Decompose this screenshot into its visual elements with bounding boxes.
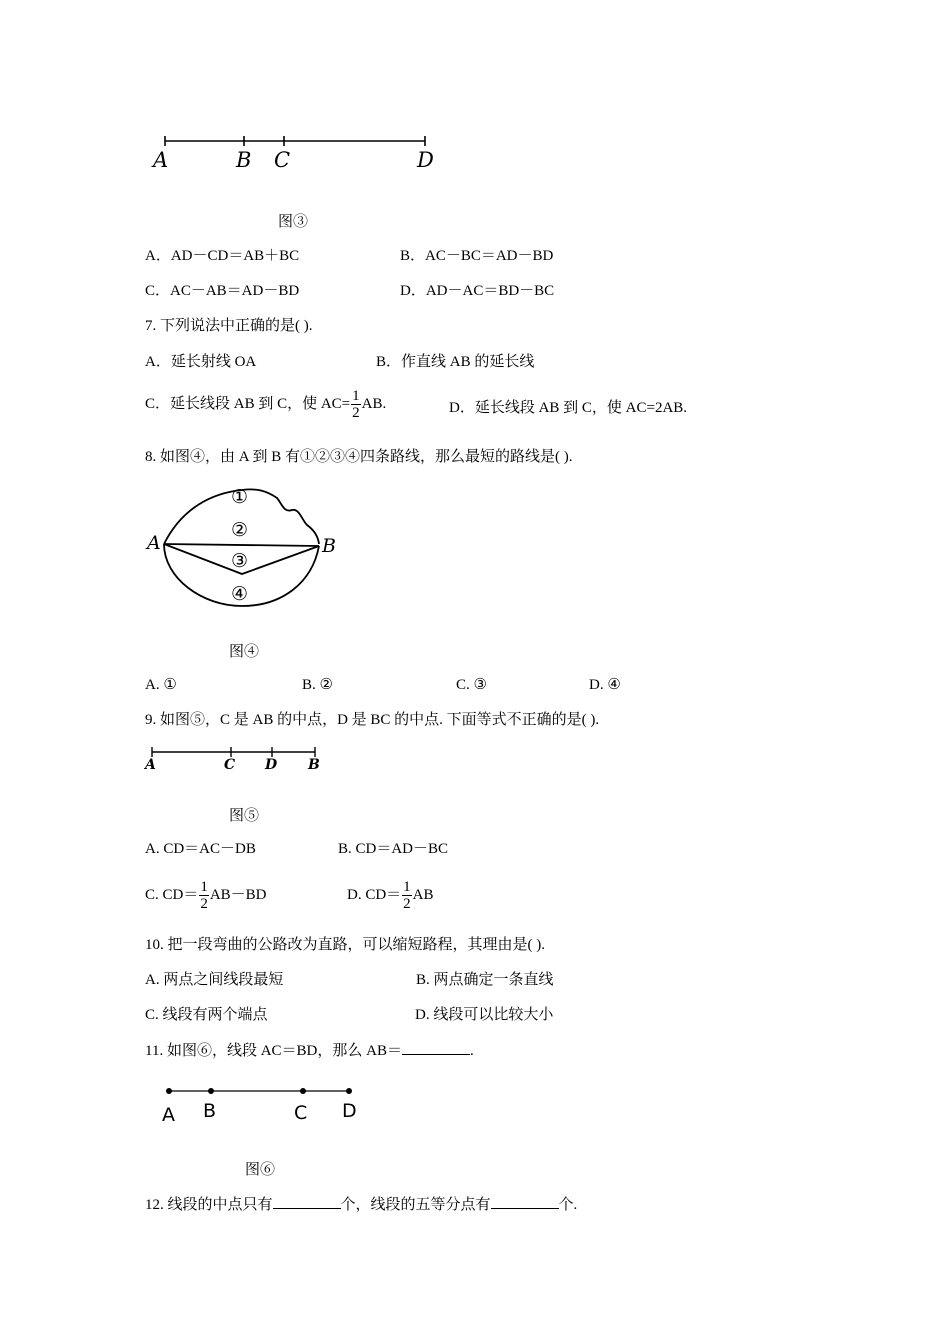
q8-option-c: C. ③ [456,677,487,693]
fraction-numerator: 1 [352,388,360,405]
label-point-a: A [145,757,156,773]
q8-option-d: D. ④ [589,677,621,693]
q7-option-c-text: C．延长线段 AB 到 C，使 AC= [145,396,351,412]
q12-stem-text: 12. 线段的中点只有 [145,1197,273,1213]
fraction-numerator: 1 [403,879,411,896]
q7-option-c-tail: AB. [361,396,387,412]
label-point-a: A [162,1104,175,1126]
q9-option-d-text: D. CD＝ [347,887,402,903]
point-a-dot [166,1088,172,1094]
fraction-one-half [351,388,361,421]
label-point-b: B [322,535,336,557]
q10-option-d: D. 线段可以比较大小 [415,1007,554,1023]
q9-option-c-text: C. CD＝ [145,887,199,903]
q7-option-a: A．延长射线 OA [145,354,257,370]
route-4-label: ④ [231,583,249,605]
q10-stem: 10. 把一段弯曲的公路改为直路，可以缩短路程，其理由是( ). [145,937,545,953]
label-point-c: C [224,757,236,773]
figure-6-diagram [155,1080,370,1130]
q12-stem-mid: 个，线段的五等分点有 [340,1197,491,1213]
figure-5-caption: 图⑤ [229,808,260,824]
q7-option-b: B．作直线 AB 的延长线 [376,354,535,370]
point-d-dot [346,1088,352,1094]
q12-stem [145,1194,577,1215]
fraction-one-half [402,879,412,912]
q9-stem: 9. 如图⑤，C 是 AB 的中点，D 是 BC 的中点. 下面等式不正确的是( ). [145,712,600,728]
q6-option-b: B．AC－BC＝AD－BD [400,248,554,264]
label-point-a: A [153,148,169,172]
q10-option-a: A. 两点之间线段最短 [145,972,284,988]
q12-stem-end: 个. [558,1197,578,1213]
label-point-b: B [203,1100,217,1122]
answer-blank [273,1194,341,1209]
figure-3-caption: 图③ [278,214,309,230]
q6-option-c: C．AC－AB＝AD－BD [145,283,300,299]
q9-option-c [145,875,267,915]
q7-option-d: D．延长线段 AB 到 C，使 AC=2AB. [449,400,688,416]
figure-3-diagram [150,130,450,176]
figure-4-caption: 图④ [229,644,260,660]
q8-option-a: A. ① [145,677,177,693]
q11-stem-end: . [469,1043,474,1059]
q7-option-c [145,386,386,422]
route-2-path [164,544,319,546]
fraction-denominator: 2 [403,896,411,913]
q7-stem: 7. 下列说法中正确的是( ). [145,318,313,334]
answer-blank [402,1040,470,1055]
label-point-b: B [236,148,252,172]
label-point-d: D [342,1100,357,1122]
point-c-dot [300,1088,306,1094]
q10-option-b: B. 两点确定一条直线 [416,972,554,988]
q9-option-d [347,875,434,915]
fraction-denominator: 2 [352,405,360,422]
figure-5-diagram [142,742,332,772]
q11-stem [145,1040,474,1061]
q9-option-a: A. CD＝AC－DB [145,841,256,857]
route-1-label: ① [231,486,249,508]
q8-option-b: B. ② [302,677,333,693]
figure-4-diagram [142,478,347,613]
fraction-numerator: 1 [200,879,208,896]
label-point-c: C [294,1102,308,1124]
q8-stem: 8. 如图④，由 A 到 B 有①②③④四条路线，那么最短的路线是( ). [145,449,573,465]
label-point-d: D [265,757,278,773]
q6-option-a: A．AD－CD＝AB＋BC [145,248,300,264]
q9-option-c-tail: AB－BD [209,887,267,903]
route-2-label: ② [231,519,249,541]
q10-option-c: C. 线段有两个端点 [145,1007,268,1023]
route-3-label: ③ [231,550,249,572]
q9-option-b: B. CD＝AD－BC [338,841,449,857]
label-point-a: A [147,532,161,554]
label-point-d: D [417,148,434,172]
q11-stem-text: 11. 如图⑥，线段 AC＝BD，那么 AB＝ [145,1043,402,1059]
answer-blank [491,1194,559,1209]
label-point-c: C [274,148,291,172]
fraction-denominator: 2 [200,896,208,913]
q9-option-d-tail: AB [412,887,434,903]
q6-option-d: D．AD－AC＝BD－BC [400,283,555,299]
fraction-one-half [199,879,209,912]
label-point-b: B [308,757,320,773]
point-b-dot [208,1088,214,1094]
figure-6-caption: 图⑥ [245,1162,276,1178]
